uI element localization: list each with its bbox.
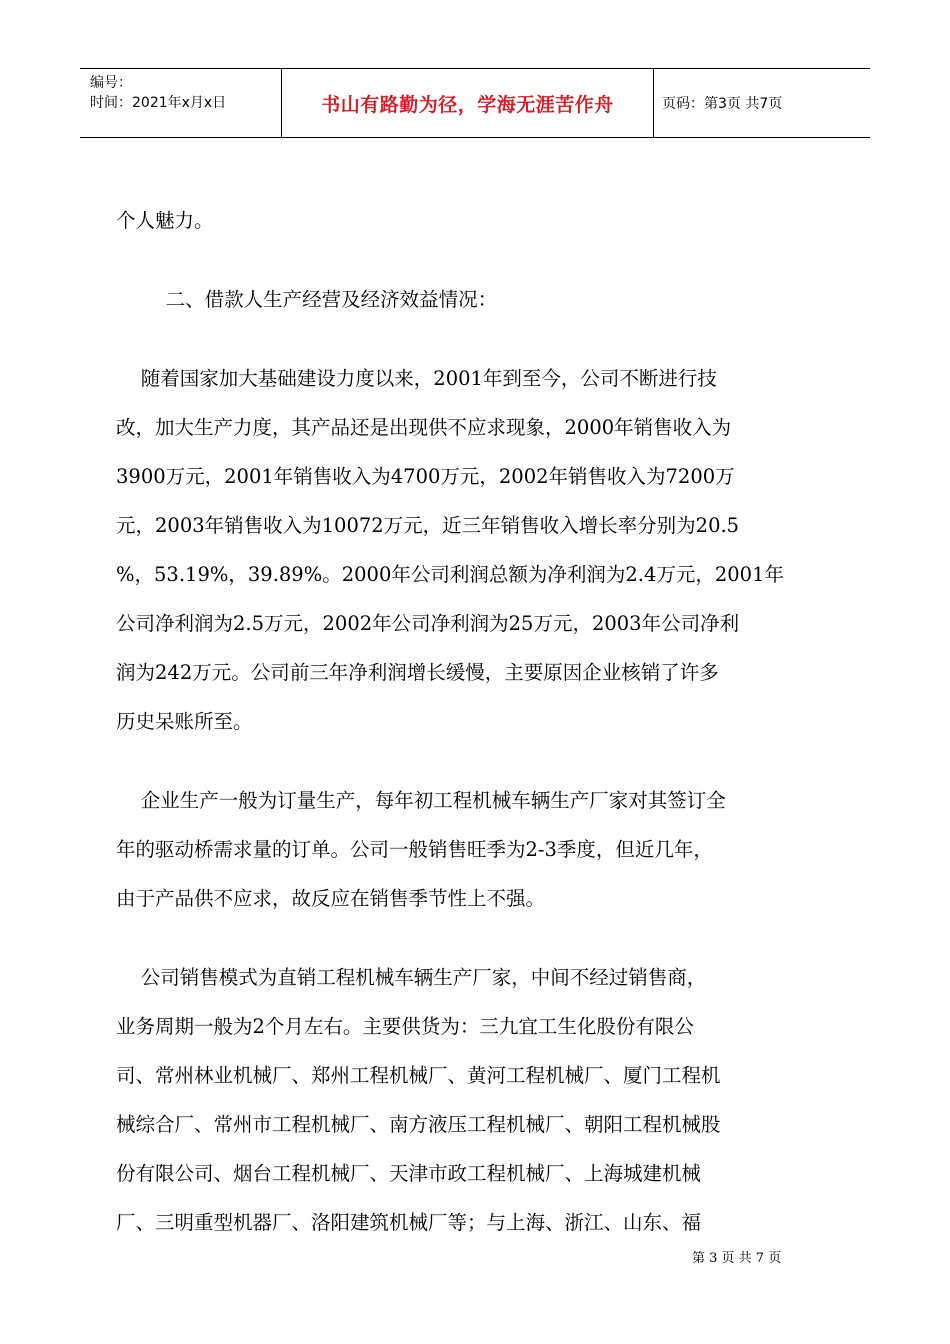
body-line: 改，加大生产力度，其产品还是出现供不应求现象，2000年销售收入为 [116, 416, 732, 439]
body-line: 厂、三明重型机器厂、洛阳建筑机械厂等；与上海、浙江、山东、福 [116, 1211, 702, 1234]
body-line: 润为242万元。公司前三年净利润增长缓慢，主要原因企业核销了许多 [116, 661, 719, 684]
body-line: 械综合厂、常州市工程机械厂、南方液压工程机械厂、朝阳工程机械股 [116, 1113, 721, 1136]
body-line: %，53.19%，39.89%。2000年公司利润总额为净利润为2.4万元，2001年 [116, 563, 784, 586]
body-line: 公司销售模式为直销工程机械车辆生产厂家，中间不经过销售商， [116, 966, 707, 989]
body-line: 二、借款人生产经营及经济效益情况： [116, 288, 498, 311]
body-line: 历史呆账所至。 [116, 710, 253, 733]
body-line: 司、常州林业机械厂、郑州工程机械厂、黄河工程机械厂、厦门工程机 [116, 1064, 721, 1087]
header-motto: 书山有路勤为径，学海无涯苦作舟 [282, 69, 654, 137]
body-line: 企业生产一般为订量生产，每年初工程机械车辆生产厂家对其签订全 [116, 789, 726, 812]
document-number-label: 编号： [90, 75, 132, 91]
document-date: 时间：2021年x月x日 [90, 95, 227, 111]
document-header [80, 68, 870, 138]
body-line: 随着国家加大基础建设力度以来，2001年到至今，公司不断进行技 [116, 367, 717, 390]
body-line: 份有限公司、烟台工程机械厂、天津市政工程机械厂、上海城建机械 [116, 1162, 702, 1185]
body-line: 业务周期一般为2个月左右。主要供货为：三九宜工生化股份有限公 [116, 1015, 694, 1038]
header-meta [80, 69, 282, 137]
body-line: 个人魅力。 [116, 209, 214, 232]
body-line: 公司净利润为2.5万元，2002年公司净利润为25万元，2003年公司净利 [116, 612, 740, 635]
paragraph-production [116, 776, 836, 923]
page-footer: 第 3 页 共 7 页 [692, 1251, 782, 1266]
paragraph-revenue [116, 354, 836, 746]
body-line: 元，2003年销售收入为10072万元，近三年销售收入增长率分别为20.5 [116, 514, 740, 537]
header-page-code: 页码：第3页 共7页 [662, 96, 783, 112]
body-line: 3900万元，2001年销售收入为4700万元，2002年销售收入为7200万 [116, 465, 735, 488]
body-line: 由于产品供不应求，故反应在销售季节性上不强。 [116, 887, 546, 910]
paragraph-sales-model [116, 953, 836, 1247]
paragraph-closing-fragment [116, 196, 836, 245]
body-line: 年的驱动桥需求量的订单。公司一般销售旺季为2-3季度，但近几年， [116, 838, 713, 861]
section-heading [116, 275, 836, 324]
document-body [116, 196, 836, 1247]
